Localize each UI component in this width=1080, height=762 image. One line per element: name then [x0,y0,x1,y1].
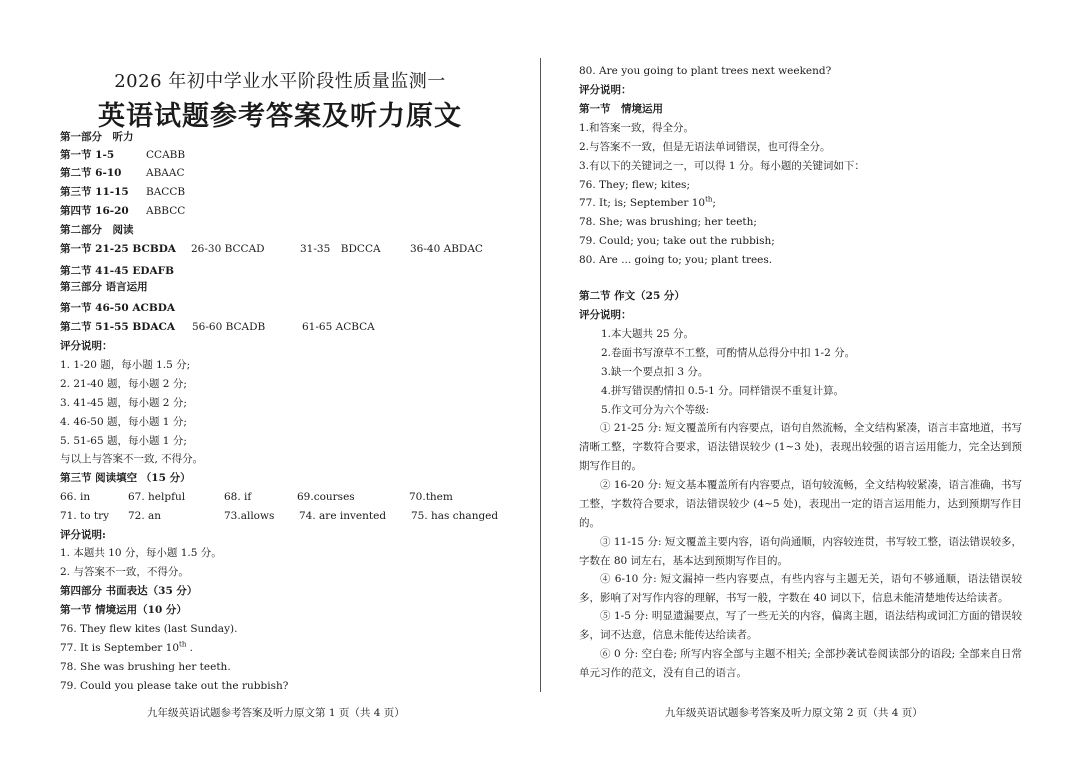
cloze-answer: 74. are invented [299,510,387,522]
scoring-notes-label: 评分说明： [60,340,113,352]
scoring-note: 2. 21-40 题，每小题 2 分; [60,378,187,390]
keyword-76: 76. They; flew; kites; [579,179,690,191]
situational-heading: 第一节 情境运用（10 分） [60,604,187,616]
cloze-answer: 73.allows [224,510,275,522]
keyword-78: 78. She; was brushing; her teeth; [579,216,757,228]
grade-level-1: ① 21-25 分: 短文覆盖所有内容要点，语句自然流畅，全文结构紧凑，语言丰富地道，书写清晰工整，字数符合要求，语法错误较少 (1~3 处)，表现出较强的语言运用能力，完全达到预期写作目的。 [579,422,1022,472]
cloze-answer: 67. helpful [128,491,186,503]
situational-heading: 第一节 情境运用 [579,103,663,115]
reading-sec1-b: 26-30 BCCAD [191,243,265,255]
rule: 1.和答案一致，得全分。 [579,122,695,134]
answer-80: 80. Are you going to plant trees next weekend? [579,65,832,77]
part1-heading: 第一部分 听力 [60,131,134,143]
keyword-77: 77. It; is; September 10th; [579,195,716,209]
scoring-note: 3. 41-45 题，每小题 2 分; [60,397,187,409]
page-footer: 九年级英语试题参考答案及听力原文第 2 页（共 4 页） [665,707,923,719]
answer-77: 77. It is September 10th . [60,640,194,654]
rule: 3.有以下的关键词之一，可以得 1 分。每小题的关键词如下： [579,160,865,172]
grade-level-3: ③ 11-15 分: 短文覆盖主要内容，语句尚通顺，内容较连贯，书写较工整，语法错误较多，字数在 80 词左右，基本达到预期写作目的。 [579,536,1022,567]
scoring-note: 1. 1-20 题，每小题 1.5 分; [60,359,191,371]
reading-sec1-c: 31-35 BDCCA [300,243,381,255]
grade-level-4: ④ 6-10 分: 短文漏掉一些内容要点，有些内容与主题无关，语句不够通顺，语法错误较多，影响了对写作内容的理解，书写一般，字数在 40 词以下，信息未能清楚地传达给读者。 [579,573,1022,604]
document-title: 英语试题参考答案及听力原文 [98,101,462,132]
cloze-note: 2. 与答案不一致，不得分。 [60,566,189,578]
scoring-note: 4. 46-50 题，每小题 1 分; [60,416,187,428]
writing-rule: 3.缺一个要点扣 3 分。 [601,366,709,378]
writing-rule: 5.作文可分为六个等级: [601,404,710,416]
keyword-79: 79. Could; you; take out the rubbish; [579,235,775,247]
answer-78: 78. She was brushing her teeth. [60,661,231,673]
grade-level-2: ② 16-20 分: 短文基本覆盖所有内容要点，语句较流畅，全文结构较紧凑，语言准确，书写工整，字数符合要求，语法错误较少 (4~5 处)，表现出一定的语言运用能力，达到预期写作目的。 [579,479,1022,529]
listening-sec4-answer: ABBCC [146,205,186,217]
language-sec2-a: 第二节 51-55 BDACA [60,321,176,333]
listening-sec2-answer: ABAAC [146,167,185,179]
scoring-notes-label: 评分说明： [579,84,632,96]
listening-sec3-answer: BACCB [146,186,186,198]
scoring-note: 5. 51-65 题，每小题 1 分; [60,435,187,447]
cloze-answer: 71. to try [60,510,110,522]
keyword-80: 80. Are ... going to; you; plant trees. [579,254,773,266]
listening-sec3-label: 第三节 11-15 [60,186,129,198]
listening-sec2-label: 第二节 6-10 [60,167,122,179]
writing-rule: 2.卷面书写潦草不工整，可酌情从总得分中扣 1-2 分。 [601,347,856,359]
listening-sec4-label: 第四节 16-20 [60,205,129,217]
reading-sec1-d: 36-40 ABDAC [410,243,483,255]
scoring-note: 与以上与答案不一致, 不得分。 [60,453,204,465]
grade-level-5: ⑤ 1-5 分: 明显遗漏要点，写了一些无关的内容，偏离主题，语法结构或词汇方面的错误较多，词不达意，信息未能传达给读者。 [579,610,1022,641]
writing-heading: 第二节 作文（25 分） [579,290,685,302]
cloze-answer: 75. has changed [411,510,499,522]
cloze-answer: 66. in [60,491,91,503]
cloze-note: 1. 本题共 10 分，每小题 1.5 分。 [60,547,222,559]
exam-title: 2026 年初中学业水平阶段性质量监测一 [114,71,446,92]
cloze-answer: 72. an [128,510,162,522]
language-sec1: 第一节 46-50 ACBDA [60,302,176,314]
language-sec2-c: 61-65 ACBCA [302,321,375,333]
writing-notes-label: 评分说明： [579,309,632,321]
writing-rule: 1.本大题共 25 分。 [601,328,695,340]
listening-sec1-answer: CCABB [146,149,186,161]
grade-level-6: ⑥ 0 分: 空白卷; 所写内容全部与主题不相关; 全部抄袭试卷阅读部分的语段; 全部来自日常单元习作的范文，没有自己的语言。 [579,648,1022,679]
cloze-heading: 第三节 阅读填空 （15 分） [60,472,191,484]
answer-76: 76. They flew kites (last Sunday). [60,623,238,635]
cloze-notes-label: 评分说明: [60,529,106,541]
part4-heading: 第四部分 书面表达（35 分） [60,585,198,597]
cloze-answer: 69.courses [297,491,355,503]
cloze-answer: 70.them [409,491,453,503]
part3-heading: 第三部分 语言运用 [60,281,148,293]
reading-sec2: 第二节 41-45 EDAFB [60,265,174,277]
writing-rule: 4.拼写错误酌情扣 0.5-1 分。同样错误不重复计算。 [601,385,845,397]
reading-sec1-a: 第一节 21-25 BCBDA [60,243,176,255]
rule: 2.与答案不一致，但是无语法单词错误，也可得全分。 [579,141,831,153]
listening-sec1-label: 第一节 1-5 [60,149,115,161]
language-sec2-b: 56-60 BCADB [192,321,266,333]
part2-heading: 第二部分 阅读 [60,224,134,236]
answer-79: 79. Could you please take out the rubbish? [60,680,289,692]
page-footer: 九年级英语试题参考答案及听力原文第 1 页（共 4 页） [147,707,405,719]
cloze-answer: 68. if [224,491,252,503]
